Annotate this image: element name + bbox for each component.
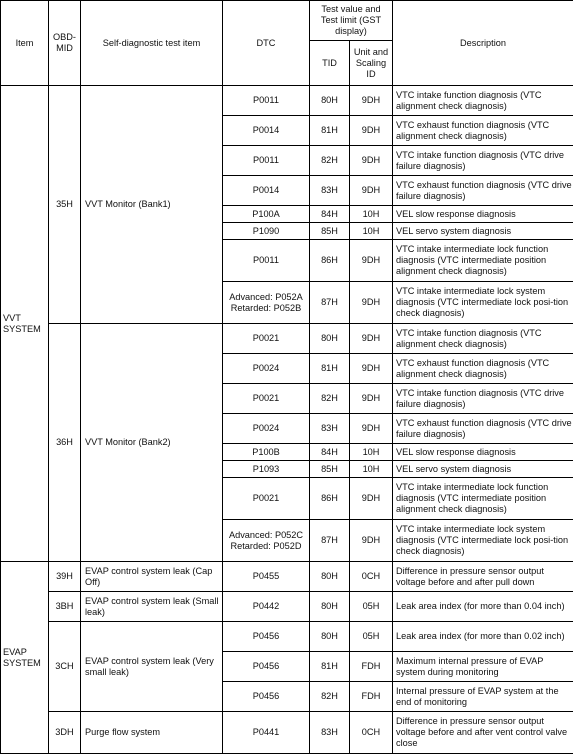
unit-cell: FDH xyxy=(350,652,393,682)
unit-cell: 9DH xyxy=(350,146,393,176)
unit-cell: 10H xyxy=(350,444,393,461)
dtc-cell: P0021 xyxy=(223,324,310,354)
header-dtc: DTC xyxy=(223,1,310,86)
dtc-cell: P0021 xyxy=(223,478,310,520)
unit-cell: 9DH xyxy=(350,384,393,414)
tid-cell: 86H xyxy=(310,240,350,282)
tid-cell: 82H xyxy=(310,146,350,176)
tid-cell: 80H xyxy=(310,562,350,592)
header-unit: Unit and Scaling ID xyxy=(350,41,393,86)
header-row-1 xyxy=(1,1,573,41)
dtc-cell: P100A xyxy=(223,206,310,223)
header-obd-mid: OBD-MID xyxy=(49,1,81,86)
description-cell: VTC intake function diagnosis (VTC alignment check diagnosis) xyxy=(393,324,573,354)
unit-cell: 10H xyxy=(350,461,393,478)
unit-cell: 0CH xyxy=(350,562,393,592)
dtc-cell: P0011 xyxy=(223,240,310,282)
unit-cell: 9DH xyxy=(350,86,393,116)
obd-mid-39h: 39H xyxy=(49,562,81,592)
dtc-cell: P1090 xyxy=(223,223,310,240)
description-cell: Maximum internal pressure of EVAP system during monitoring xyxy=(393,652,573,682)
tid-cell: 80H xyxy=(310,622,350,652)
header-tid: TID xyxy=(310,41,350,86)
dtc-cell: P0456 xyxy=(223,652,310,682)
dtc-cell: P0456 xyxy=(223,682,310,712)
description-cell: VEL slow response diagnosis xyxy=(393,206,573,223)
unit-cell: 10H xyxy=(350,223,393,240)
description-cell: Internal pressure of EVAP system at the end of monitoring xyxy=(393,682,573,712)
description-cell: VTC intake function diagnosis (VTC drive failure diagnosis) xyxy=(393,146,573,176)
description-cell: Leak area index (for more than 0.04 inch) xyxy=(393,592,573,622)
tid-cell: 82H xyxy=(310,682,350,712)
header-item: Item xyxy=(1,1,49,86)
table-row xyxy=(1,622,573,652)
unit-cell: 9DH xyxy=(350,520,393,562)
unit-cell: 9DH xyxy=(350,354,393,384)
table-row xyxy=(1,324,573,354)
dtc-cell: P0021 xyxy=(223,384,310,414)
item-vvt-system: VVT SYSTEM xyxy=(1,86,49,562)
table-row xyxy=(1,712,573,754)
tid-cell: 81H xyxy=(310,116,350,146)
unit-cell: 9DH xyxy=(350,414,393,444)
obd-mid-36h: 36H xyxy=(49,324,81,562)
unit-cell: 0CH xyxy=(350,712,393,754)
unit-cell: 05H xyxy=(350,622,393,652)
tid-cell: 81H xyxy=(310,652,350,682)
unit-cell: 05H xyxy=(350,592,393,622)
obd-mid-35h: 35H xyxy=(49,86,81,324)
unit-cell: 9DH xyxy=(350,116,393,146)
unit-cell: 10H xyxy=(350,206,393,223)
description-cell: VTC exhaust function diagnosis (VTC alignment check diagnosis) xyxy=(393,354,573,384)
tid-cell: 83H xyxy=(310,414,350,444)
dtc-cell: P0456 xyxy=(223,622,310,652)
tid-cell: 81H xyxy=(310,354,350,384)
tid-cell: 86H xyxy=(310,478,350,520)
test-item-purge-flow: Purge flow system xyxy=(81,712,223,754)
description-cell: VTC intake intermediate lock function diagnosis (VTC intermediate position alignment check diagnosis) xyxy=(393,240,573,282)
description-cell: VTC intake function diagnosis (VTC alignment check diagnosis) xyxy=(393,86,573,116)
tid-cell: 82H xyxy=(310,384,350,414)
description-cell: Leak area index (for more than 0.02 inch) xyxy=(393,622,573,652)
dtc-cell: P0442 xyxy=(223,592,310,622)
obd-mid-3dh: 3DH xyxy=(49,712,81,754)
dtc-cell xyxy=(223,282,310,324)
dtc-cell: P100B xyxy=(223,444,310,461)
test-item-evap-cap-off: EVAP control system leak (Cap Off) xyxy=(81,562,223,592)
dtc-cell xyxy=(223,520,310,562)
tid-cell: 84H xyxy=(310,444,350,461)
dtc-cell: P0024 xyxy=(223,414,310,444)
dtc-cell: P0455 xyxy=(223,562,310,592)
description-cell: VTC intake intermediate lock system diagnosis (VTC intermediate lock posi-tion check diagnosis) xyxy=(393,282,573,324)
dtc-cell: P0011 xyxy=(223,86,310,116)
tid-cell: 83H xyxy=(310,176,350,206)
unit-cell: 9DH xyxy=(350,176,393,206)
description-cell: VTC intake function diagnosis (VTC drive failure diagnosis) xyxy=(393,384,573,414)
description-cell: VTC intake intermediate lock function diagnosis (VTC intermediate position alignment check diagnosis) xyxy=(393,478,573,520)
dtc-cell: P1093 xyxy=(223,461,310,478)
test-item-vvt-bank1: VVT Monitor (Bank1) xyxy=(81,86,223,324)
tid-cell: 80H xyxy=(310,86,350,116)
dtc-advanced: Advanced: P052C Retarded: P052D xyxy=(228,529,304,551)
description-cell: VEL servo system diagnosis xyxy=(393,223,573,240)
table-row xyxy=(1,86,573,116)
description-cell: VEL slow response diagnosis xyxy=(393,444,573,461)
test-item-evap-very-small-leak: EVAP control system leak (Very small leak) xyxy=(81,622,223,712)
test-item-evap-small-leak: EVAP control system leak (Small leak) xyxy=(81,592,223,622)
item-evap-system: EVAP SYSTEM xyxy=(1,562,49,754)
description-cell: Difference in pressure sensor output voltage before and after pull down xyxy=(393,562,573,592)
header-test-value: Test value and Test limit (GST display) xyxy=(310,1,393,41)
obd-mid-3ch: 3CH xyxy=(49,622,81,712)
tid-cell: 80H xyxy=(310,592,350,622)
header-test-item: Self-diagnostic test item xyxy=(81,1,223,86)
dtc-advanced: Advanced: P052A Retarded: P052B xyxy=(229,291,303,313)
description-cell: VTC intake intermediate lock system diagnosis (VTC intermediate lock posi-tion check diagnosis) xyxy=(393,520,573,562)
unit-cell: 9DH xyxy=(350,324,393,354)
description-cell: VEL servo system diagnosis xyxy=(393,461,573,478)
tid-cell: 87H xyxy=(310,282,350,324)
tid-cell: 85H xyxy=(310,461,350,478)
test-item-vvt-bank2: VVT Monitor (Bank2) xyxy=(81,324,223,562)
unit-cell: 9DH xyxy=(350,478,393,520)
dtc-cell: P0011 xyxy=(223,146,310,176)
unit-cell: 9DH xyxy=(350,282,393,324)
table-row xyxy=(1,562,573,592)
dtc-cell: P0014 xyxy=(223,116,310,146)
description-cell: VTC exhaust function diagnosis (VTC drive failure diagnosis) xyxy=(393,414,573,444)
tid-cell: 85H xyxy=(310,223,350,240)
obd-mid-3bh: 3BH xyxy=(49,592,81,622)
dtc-cell: P0014 xyxy=(223,176,310,206)
tid-cell: 83H xyxy=(310,712,350,754)
unit-cell: FDH xyxy=(350,682,393,712)
description-cell: VTC exhaust function diagnosis (VTC alignment check diagnosis) xyxy=(393,116,573,146)
tid-cell: 80H xyxy=(310,324,350,354)
dtc-cell: P0441 xyxy=(223,712,310,754)
dtc-cell: P0024 xyxy=(223,354,310,384)
description-cell: Difference in pressure sensor output voltage before and after vent control valve close xyxy=(393,712,573,754)
unit-cell: 9DH xyxy=(350,240,393,282)
tid-cell: 87H xyxy=(310,520,350,562)
header-description: Description xyxy=(393,1,573,86)
tid-cell: 84H xyxy=(310,206,350,223)
description-cell: VTC exhaust function diagnosis (VTC drive failure diagnosis) xyxy=(393,176,573,206)
table-row xyxy=(1,592,573,622)
